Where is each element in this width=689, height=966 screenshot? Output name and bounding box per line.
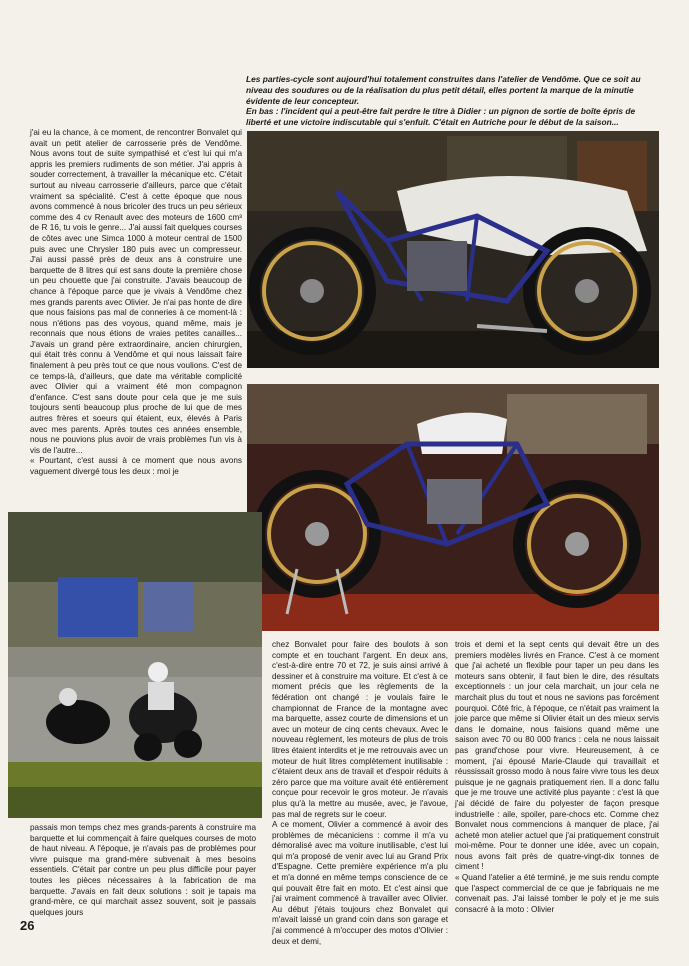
- paragraph: « Pourtant, c'est aussi à ce moment que nous avons vaguement divergé tous les deux : moi je: [30, 456, 242, 476]
- motorcycle-top-illustration: [247, 131, 659, 368]
- photo-motorcycle-frame-middle: [247, 384, 659, 631]
- paragraph: j'ai eu la chance, à ce moment, de rencontrer Bonvalet qui avait un petit atelier de carrosserie près de Vendôme. Nous avons tout de suite sympathisé et c'est lui qui m'a appris les premiers rudiments de son métier. J'ai appris à souder correctement, à travailler la mécanique etc. C'était surtout au niveau carrosserie d'ailleurs, parce que c'était vraiment sa spécialité. C'est à cette époque que nous avons commencé à nous bricoler des trucs un peu sérieux comme des 4 cv Renault avec des moteurs de 1600 cm³ de R 16, tu vois le genre... J'ai aussi fait quelques courses de côtes avec une Simca 1000 à moteur central de 1500 puis avec une Chrysler 180 puis avec un compresseur. J'ai aussi passé près de deux ans à construire une barquette de 8 litres qui est sans doute la première chose un peu chouette que j'ai construite. J'avais beaucoup de chance à l'époque parce que je vivais à Vendôme chez mes grands parents avec Olivier. Je n'ai pas honte de dire que nous faisions pas mal de conneries à ce moment-là : nous n'étions pas des voyous, quand même, mais je reconnais que nous étions de vraies petites canailles... J'avais un grand père extraordinaire, ancien chirurgien, qui était très connu à Vendôme et qui nous laissait faire finalement à peu près tout ce que nous voulions. C'est de ce temps-là, d'ailleurs, que date ma véritable complicité avec Olivier qui a vraiment été mon compagnon d'enfance. C'est sans doute pour cela que je me suis toujours senti beaucoup plus proche de lui que de mes autres frères et soeurs qui étaient, eux, élevés à Paris avec mes parents. Après toutes ces années ensemble, nous ne pouvions plus avoir de vrais problèmes l'un vis à vis de l'autre...: [30, 128, 242, 455]
- paragraph: chez Bonvalet pour faire des boulots à son compte et en touchant l'argent. En deux ans, c'est-à-dire entre 70 et 72, je suis ainsi arrivé à dessiner et à construire ma voiture. Et c'est à ce moment précis que les règlements de la fédération ont changé : je voulais faire le championnat de France de la montagne avec ma barquette, assez courte de dimensions et un avec un moteur de cinq cents chevaux. Avec le nouveau règlement, les moteurs de plus de trois litres étaient interdits et je me retrouvais avec un moteur de huit litres complètement inutilisable : c'étaient deux ans de travail et d'espoir réduits à zéro parce que ma voiture avait été entièrement conçue pour recevoir le gros moteur. Je n'avais plus qu'à la mettre au musée, avec, je l'avoue, pas mal de regrets sur le coeur.: [272, 640, 448, 819]
- column-right: [455, 640, 659, 915]
- paragraph: trois et demi et la sept cents qui devait être un des premiers modèles livrés en France. C'est à ce moment que j'ai acheté un flexible pour taper un peu dans les moteurs sans obtenir, il faut bien le dire, des résultats exceptionnels : un jour cela marchait, un jour cela ne marchait plus du tout et nous ne savions pas forcément pourquoi. Côté fric, à l'époque, ce n'était pas vraiment la joie parce que même si Olivier était un des mieux servis dans le domaine, nous faisions quand même une saison avec 70 ou 80 000 francs : cela ne nous laissait pas grand'chose pour vivre. Heureusement, à ce moment, j'ai épousé Marie-Claude qui travaillait et réussissait grosso modo à nous faire vivre tous les deux puisque je ne gagnais pratiquement rien. Il a donc fallu que je me trouve une activité plus payante : c'est là que j'ai décidé de faire du polyester de façon presque industrielle : aile, spoiler, pare-chocs etc. Comme chez Bonvalet nous commencions à manquer de place, j'ai acheté mon atelier actuel que j'ai pratiquement construit moi-même. Pour te donner une idée, avec un copain, nous avons fait près de quatre-vingt-dix tonnes de ciment !: [455, 640, 659, 872]
- paragraph: passais mon temps chez mes grands-parents à construire ma barquette et lui commençait à faire quelques courses de moto de haut niveau. A l'époque, je n'avais pas de problèmes pour vivre puisque ma grand-mère subvenait à mes besoins essentiels. C'était par contre un peu plus difficile pour payer toutes les pièces nécessaires à la fabrication de ma barquette. J'avais en fait deux solutions : soit je tapais ma grand-mère, ce qui marchait assez souvent, soit je passais quelques jours: [30, 823, 256, 917]
- motorcycle-middle-illustration: [247, 384, 659, 631]
- column-left-top: [30, 128, 242, 478]
- photo-race: [8, 512, 262, 818]
- column-middle: [272, 640, 448, 947]
- page-number: 26: [20, 918, 35, 933]
- paragraph: « Quand l'atelier a été terminé, je me suis rendu compte que l'aspect commercial de ce que je fabriquais ne me convenait pas. J'ai laissé tomber le poly et je me suis consacré à la moto : Olivier: [455, 873, 659, 914]
- column-left-bottom: [30, 823, 256, 918]
- paragraph: A ce moment, Olivier a commencé à avoir des problèmes de mécaniciens : comme il m'a vu démoralisé avec ma voiture inutilisable, c'est lui qui m'a proposé de venir avec lui au Grand Prix d'Espagne. Cette première expérience m'a plu et m'a donné en même temps conscience de ce qui pouvait être fait en moto. Et c'est ainsi que j'ai vraiment commencé à travailler avec Olivier. Au début j'étais toujours chez Bonvalet qui m'avait laissé un grand coin dans son garage et j'ai commencé à m'occuper des motos d'Olivier : deux et demi,: [272, 820, 448, 946]
- photo-caption: [246, 74, 658, 128]
- caption-top: Les parties-cycle sont aujourd'hui totalement construites dans l'atelier de Vendôme. Que ce soit au niveau des soudures ou de la réalisation du plus petit détail, elles portent la marque de la minutie évidente de leur concepteur.: [246, 74, 641, 106]
- photo-motorcycle-frame-top: [247, 131, 659, 368]
- caption-bottom: En bas : l'incident qui a peut-être fait perdre le titre à Didier : un pignon de sortie de boîte épris de liberté et une victoire indiscutable qui s'enfuit. C'était en Autriche pour le début de la saison...: [246, 106, 636, 128]
- race-illustration: [8, 512, 262, 818]
